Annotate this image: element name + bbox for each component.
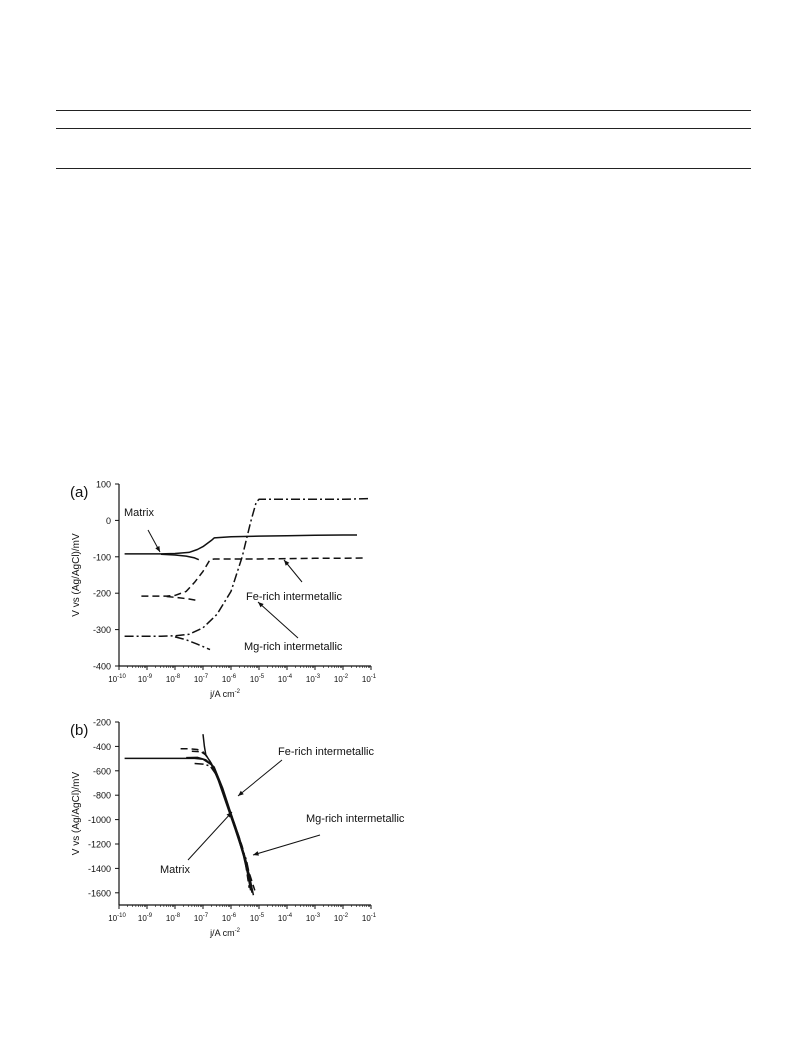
x-tick-exponent: -10 bbox=[117, 674, 126, 680]
y-tick-label: -100 bbox=[92, 552, 111, 563]
x-tick-exponent: -8 bbox=[174, 674, 181, 680]
y-tick-label: -1400 bbox=[87, 863, 111, 874]
y-tick-label: 0 bbox=[105, 515, 111, 526]
x-tick-exponent: -5 bbox=[258, 913, 265, 919]
y-axis-label: V vs (Ag/AgCl)/mV bbox=[71, 533, 82, 617]
y-tick-label: -600 bbox=[92, 766, 111, 777]
x-axis-label: j/A $cm^{-2}$ bbox=[210, 928, 240, 938]
y-tick-label: 100 bbox=[95, 479, 111, 490]
x-tick-label: $10^{-9}$ bbox=[137, 913, 153, 923]
x-tick-exponent: -3 bbox=[314, 913, 321, 919]
annotation-label: Mg-rich intermetallic bbox=[244, 641, 343, 653]
x-tick-label: $10^{-10}$ bbox=[108, 674, 126, 684]
series-line-4 bbox=[125, 499, 371, 637]
x-tick-exponent: -9 bbox=[146, 674, 153, 680]
x-tick-label: $10^{-1}$ bbox=[361, 674, 377, 684]
y-tick-label: -1200 bbox=[87, 839, 111, 850]
x-tick-label: $10^{-3}$ bbox=[305, 674, 321, 684]
x-tick-exponent: -2 bbox=[342, 674, 349, 680]
x-tick-exponent: -1 bbox=[370, 913, 377, 919]
annotation-arrow-line bbox=[238, 760, 282, 796]
x-tick-label: $10^{-5}$ bbox=[249, 674, 265, 684]
x-axis-label-exponent: -2 bbox=[234, 689, 240, 695]
x-tick-exponent: -5 bbox=[258, 674, 265, 680]
x-tick-exponent: -7 bbox=[202, 674, 209, 680]
y-tick-label: -1600 bbox=[87, 888, 111, 899]
y-tick-label: -1000 bbox=[87, 815, 111, 826]
x-tick-label: $10^{-1}$ bbox=[361, 913, 377, 923]
x-tick-label: $10^{-7}$ bbox=[193, 913, 209, 923]
x-tick-label: $10^{-8}$ bbox=[165, 913, 181, 923]
y-tick-label: -200 bbox=[92, 717, 111, 728]
x-tick-exponent: -7 bbox=[202, 913, 209, 919]
x-tick-label: $10^{-2}$ bbox=[333, 674, 349, 684]
x-tick-label: $10^{-4}$ bbox=[277, 674, 293, 684]
series-line-3 bbox=[181, 749, 250, 888]
x-tick-exponent: -6 bbox=[230, 674, 237, 680]
annotation-label: Matrix bbox=[160, 864, 190, 876]
x-tick-exponent: -3 bbox=[314, 674, 321, 680]
y-tick-label: -200 bbox=[92, 588, 111, 599]
x-tick-exponent: -8 bbox=[174, 913, 181, 919]
x-tick-label: $10^{-5}$ bbox=[249, 913, 265, 923]
y-tick-label: -400 bbox=[92, 661, 111, 672]
series-line-3 bbox=[167, 597, 198, 601]
x-tick-exponent: -4 bbox=[286, 913, 293, 919]
annotation-arrow-head bbox=[253, 851, 259, 855]
x-tick-exponent: -1 bbox=[370, 674, 377, 680]
x-tick-exponent: -10 bbox=[117, 913, 126, 919]
x-tick-exponent: -2 bbox=[342, 913, 349, 919]
x-tick-exponent: -4 bbox=[286, 674, 293, 680]
x-tick-label: $10^{-2}$ bbox=[333, 913, 349, 923]
x-tick-label: $10^{-10}$ bbox=[108, 913, 126, 923]
annotation-label: Matrix bbox=[124, 507, 154, 519]
annotation-label: Fe-rich intermetallic bbox=[278, 746, 374, 758]
chart-panel-b bbox=[70, 718, 405, 939]
series-line-1 bbox=[186, 757, 252, 892]
chart-panel-a bbox=[70, 480, 377, 700]
y-tick-label: -300 bbox=[92, 625, 111, 636]
annotation-arrow-line bbox=[188, 812, 232, 860]
x-tick-label: $10^{-4}$ bbox=[277, 913, 293, 923]
x-tick-label: $10^{-9}$ bbox=[137, 674, 153, 684]
panel-label: (a) bbox=[70, 484, 89, 501]
x-tick-label: $10^{-7}$ bbox=[193, 674, 209, 684]
annotation-arrow-line bbox=[253, 835, 320, 855]
x-axis-label: j/A $cm^{-2}$ bbox=[210, 689, 240, 699]
series-line-1 bbox=[161, 554, 199, 559]
x-tick-label: $10^{-6}$ bbox=[221, 913, 237, 923]
annotation-arrow-line bbox=[258, 602, 298, 638]
y-axis-label: V vs (Ag/AgCl)/mV bbox=[71, 771, 82, 856]
annotation-label: Fe-rich intermetallic bbox=[246, 591, 342, 603]
x-tick-label: $10^{-6}$ bbox=[221, 674, 237, 684]
x-tick-label: $10^{-3}$ bbox=[305, 913, 321, 923]
y-tick-label: -800 bbox=[92, 790, 111, 801]
y-tick-label: -400 bbox=[92, 741, 111, 752]
x-tick-label: $10^{-8}$ bbox=[165, 674, 181, 684]
x-tick-exponent: -9 bbox=[146, 913, 153, 919]
x-tick-exponent: -6 bbox=[230, 913, 237, 919]
panel-label: (b) bbox=[70, 722, 89, 739]
annotation-label: Mg-rich intermetallic bbox=[306, 813, 405, 825]
x-axis-label-exponent: -2 bbox=[234, 928, 240, 934]
series-line-5 bbox=[175, 637, 210, 650]
